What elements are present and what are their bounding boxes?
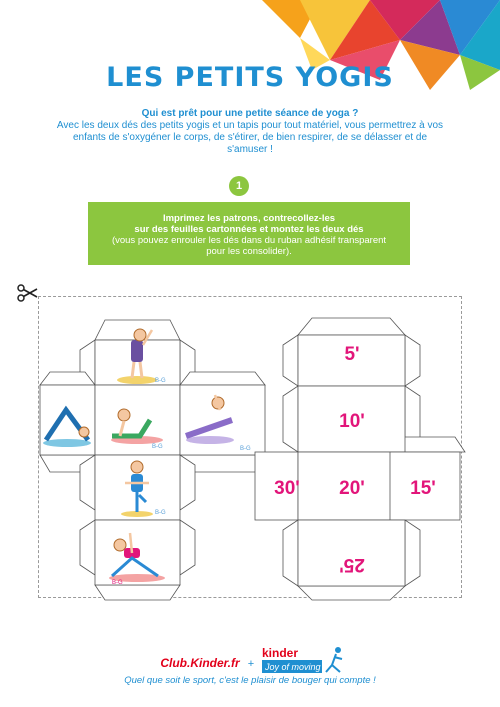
- plus-sign: +: [247, 658, 255, 670]
- instruction-line-4: pour les consolider).: [206, 246, 292, 257]
- time-face: 10': [339, 411, 365, 432]
- subtitle: Qui est prêt pour une petite séance de yoga ?: [141, 108, 359, 119]
- signature: B-G: [152, 444, 163, 450]
- signature: B-G: [240, 446, 251, 452]
- page-title: LES PETITS YOGIS: [106, 62, 394, 93]
- instruction-line-3: (vous pouvez enrouler les dés dans du ruban adhésif transparent: [111, 235, 387, 246]
- kinder-logo: kinder: [262, 646, 299, 660]
- flap: [95, 585, 180, 600]
- flap: [180, 372, 265, 385]
- flap: [180, 520, 195, 575]
- time-face: 15': [410, 478, 436, 499]
- time-face: 30': [274, 478, 300, 499]
- flap: [40, 372, 95, 385]
- tagline: Quel que soit le sport, c'est le plaisir de bouger qui compte !: [124, 675, 376, 686]
- flap: [80, 520, 95, 575]
- signature: B-G: [155, 510, 166, 516]
- time-face-flipped: 25': [339, 554, 365, 575]
- runner-icon: [326, 647, 342, 672]
- flap: [80, 455, 95, 510]
- club-kinder-logo: Club.Kinder.fr: [160, 656, 240, 670]
- footer-logos: [0, 645, 500, 675]
- instruction-line-1: Imprimez les patrons, contrecollez-les: [162, 213, 336, 224]
- step-number-badge: 1: [229, 176, 249, 196]
- signature: B-G: [112, 580, 123, 586]
- signature: B-G: [155, 378, 166, 384]
- time-face: 5': [344, 344, 360, 365]
- intro-line-2: enfants de s'oxygéner le corps, de s'étirer, de bien respirer, de se délasser et de s'amuser !: [72, 132, 428, 155]
- instruction-line-2: sur des feuilles cartonnées et montez les deux dés: [134, 224, 364, 235]
- time-face: 20': [339, 478, 365, 499]
- intro-line-1: Avec les deux dés des petits yogis et un tapis pour tout matériel, vous permettrez à vos: [56, 120, 444, 131]
- joy-of-moving-logo: Joy of moving: [265, 662, 321, 672]
- flap: [180, 455, 195, 510]
